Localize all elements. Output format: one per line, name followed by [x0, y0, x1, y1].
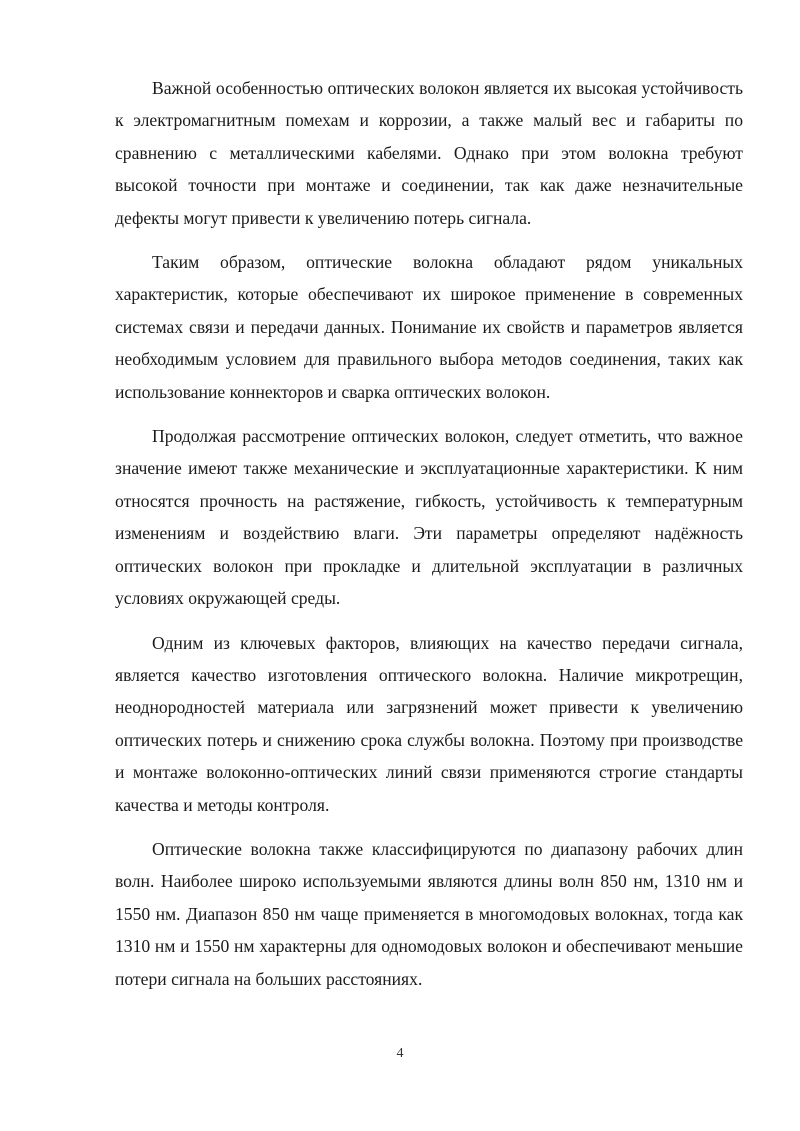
paragraph-5: Оптические волокна также классифицируются по диапазону рабочих длин волн. Наиболее широко используемыми являются длины волн 850 нм, 1310 нм и 1550 нм. Диапазон 850 нм чаще применяется в многомодовых волокнах, тогда как 1310 нм и 1550 нм характерны для одномодовых волокон и обеспечивают меньшие потери сигнала на больших расстояниях. [115, 838, 743, 989]
body-text [115, 72, 743, 1007]
paragraph-2: Таким образом, оптические волокна обладают рядом уникальных характеристик, которые обеспечивают их широкое применение в современных системах связи и передачи данных. Понимание их свойств и параметров является необходимым условием для правильного выбора методов соединения, таких как использование коннекторов и сварка оптических волокон. [115, 252, 743, 402]
paragraph-3: Продолжая рассмотрение оптических волокон, следует отметить, что важное значение имеют также механические и эксплуатационные характеристики. К ним относятся прочность на растяжение, гибкость, устойчивость к температурным изменениям и воздействию влаги. Эти параметры определяют надёжность оптических волокон при прокладке и длительной эксплуатации в различных условиях окружающей среды. [115, 426, 743, 609]
page-number: 4 [396, 1046, 404, 1061]
paragraph-1: Важной особенностью оптических волокон является их высокая устойчивость к электромагнитным помехам и коррозии, а также малый вес и габариты по сравнению с металлическими кабелями. Однако при этом волокна требуют высокой точности при монтаже и соединении, так как даже незначительные дефекты могут привести к увеличению потерь сигнала. [115, 78, 743, 228]
paragraph-4: Одним из ключевых факторов, влияющих на качество передачи сигнала, является качество изготовления оптического волокна. Наличие микротрещин, неоднородностей материала или загрязнений может привести к увеличению оптических потерь и снижению срока службы волокна. Поэтому при производстве и монтаже волоконно-оптических линий связи применяются строгие стандарты качества и методы контроля. [115, 632, 743, 815]
